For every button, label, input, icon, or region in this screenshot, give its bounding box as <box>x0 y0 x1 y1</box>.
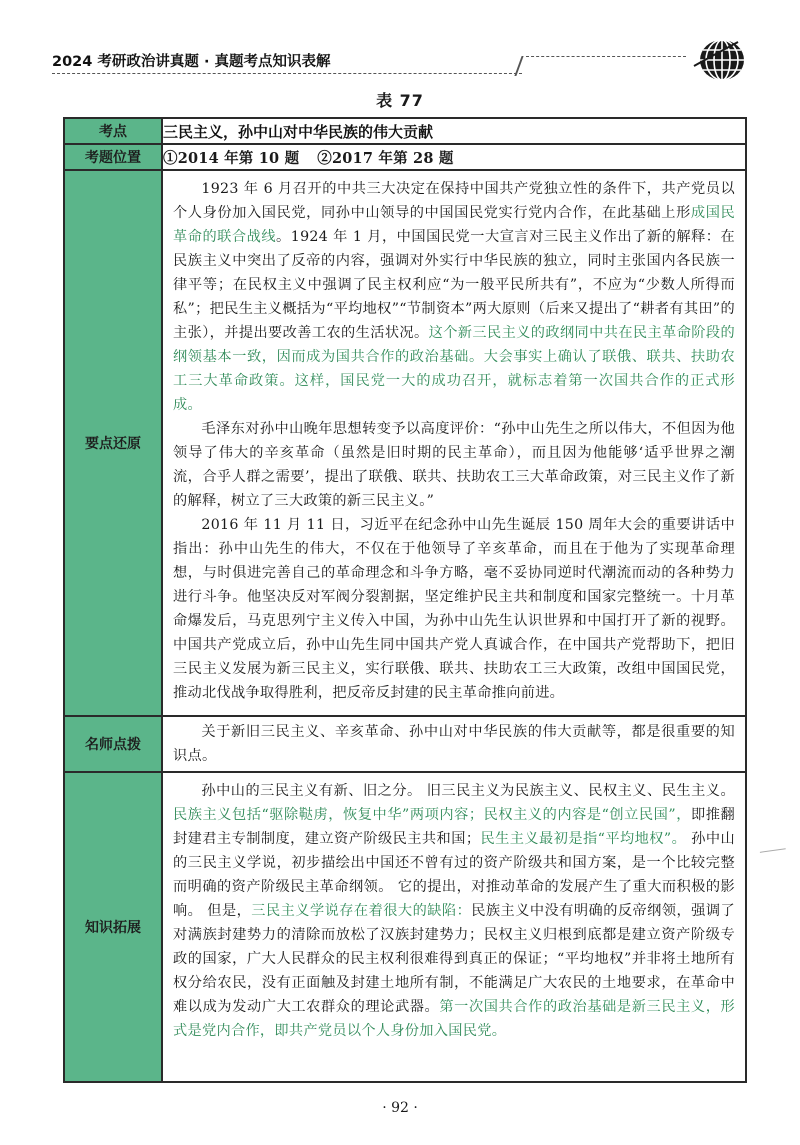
page-number: · 92 · <box>382 1100 418 1116</box>
highlight-segment: 三民主义学说存在着很大的缺陷： <box>251 903 472 919</box>
yaodian-paragraph-2: 毛泽东对孙中山晚年思想转变予以高度评价：“孙中山先生之所以伟大，不但因为他领导了伟大的辛亥革命（虽然是旧时期的民主革命），而且因为他能够‘适乎世界之潮流，合乎人群之需要’，提出了联俄、联共、扶助农工三大革命政策，对三民主义作了新的解释，树立了三大政策的新三民主义。” <box>173 421 735 509</box>
row-yaodian <box>64 170 746 716</box>
header-dashed-rule-right <box>526 56 686 57</box>
globe-icon <box>692 36 748 84</box>
value-yaodian <box>162 170 746 716</box>
label-yaodian: 要点还原 <box>64 170 162 716</box>
highlight-segment: 民族主义包括“驱除鞑虏，恢复中华”两项内容；民权主义的内容是“创立民国”， <box>173 807 691 823</box>
row-mingshi <box>64 716 746 772</box>
label-tuozhan: 知识拓展 <box>64 772 162 1082</box>
highlight-segment: 成国民革命的联合战线 <box>173 205 735 245</box>
yaodian-paragraph-1 <box>173 177 735 417</box>
row-position <box>64 144 746 170</box>
row-tuozhan <box>64 772 746 1082</box>
highlight-segment: 这个新三民主义的政纲同中共在民主革命阶段的纲领基本一致，因而成为国共合作的政治基础。大会事实上确认了联俄、联共、扶助农工三大革命政策。这样，国民党一大的成功召开，就标志着第一次国共合作的正式形成。 <box>173 325 735 413</box>
question-ref-1: ①2014 年第 10 题 <box>163 149 300 167</box>
value-kaodian <box>162 118 746 144</box>
value-position <box>162 144 746 170</box>
text-segment: 民族主义中没有明确的反帝纲领，强调了对满族封建势力的清除而放松了汉族封建势力；民权主义归根到底都是建立资产阶级专政的国家，广大人民群众的民主权利很难得到真正的保证；“平均地权”并非将土地所有权分给农民，没有正面触及封建土地所有制，不能满足广大农民的土地要求，在革命中难以成为发动广大工农群众的理论武器。 <box>173 903 735 1015</box>
yaodian-paragraph-3: 2016 年 11 月 11 日，习近平在纪念孙中山先生诞辰 150 周年大会的重要讲话中指出：孙中山先生的伟大，不仅在于他领导了辛亥革命，而且在于他为了实现革命理想，与时俱进完善自己的革命理念和斗争方略，毫不妥协同逆时代潮流而动的各种势力进行斗争。他坚决反对军阀分裂割据，坚定维护民主共和制度和国家完整统一。十月革命爆发后，马克思列宁主义传入中国，为孙中山先生认识世界和中国打开了新的视野。中国共产党成立后，孙中山先生同中国共产党人真诚合作，在中国共产党帮助下，把旧三民主义发展为新三民主义，实行联俄、联共、扶助农工三大政策，改组中国国民党，推动北伐战争取得胜利，把反帝反封建的民主革命推向前进。 <box>173 517 735 701</box>
margin-mark <box>760 848 786 856</box>
book-title: 2024 考研政治讲真题 · 真题考点知识表解 <box>52 54 331 70</box>
highlight-segment: 民生主义最初是指“平均地权”。 <box>480 831 687 847</box>
question-ref-2: ②2017 年第 28 题 <box>317 149 454 167</box>
mingshi-text: 关于新旧三民主义、辛亥革命、孙中山对中华民族的伟大贡献等，都是很重要的知识点。 <box>173 724 735 764</box>
value-mingshi <box>162 716 746 772</box>
value-tuozhan <box>162 772 746 1082</box>
row-kaodian <box>64 118 746 144</box>
text-segment: 1923 年 6 月召开的中共三大决定在保持中国共产党独立性的条件下，共产党员以个人身份加入国民党，同孙中山领导的中国国民党实行党内合作，在此基础上形 <box>173 181 735 221</box>
label-position: 考题位置 <box>64 144 162 170</box>
running-header <box>52 42 752 78</box>
label-mingshi: 名师点拨 <box>64 716 162 772</box>
text-segment: 。1924 年 1 月，中国国民党一大宣言对三民主义作出了新的解释：在民族主义中突出了反帝的内容，强调对外实行中华民族的独立，同时主张国内各民族一律平等；在民权主义中强调了民主权利应“为一般平民所共有”，不应为“少数人所得而私”；把民生主义概括为“平均地权”“节制资本”两大原则（后来又提出了“耕者有其田”的主张），并提出要改善工农的生活状况。 <box>173 229 735 341</box>
text-segment: 即推翻封建君主专制制度，建立资产阶级民主共和国； <box>173 807 735 847</box>
text-segment: 孙中山的三民主义有新、旧之分。 旧三民主义为民族主义、民权主义、民生主义。 <box>201 783 735 799</box>
topic-title: 三民主义，孙中山对中华民族的伟大贡献 <box>163 122 434 141</box>
text-segment: 孙中山的三民主义学说，初步描绘出中国还不曾有过的资产阶级共和国方案，是一个比较完整而明确的资产阶级民主革命纲领。 它的提出，对推动革命的发展产生了重大而积极的影响。 但是， <box>173 831 735 919</box>
knowledge-table <box>63 117 747 1083</box>
label-kaodian: 考点 <box>64 118 162 144</box>
tuozhan-paragraph <box>173 779 735 1043</box>
table-title: 表 77 <box>376 91 424 110</box>
highlight-segment: 第一次国共合作的政治基础是新三民主义，形式是党内合作，即共产党员以个人身份加入国民党。 <box>173 999 735 1039</box>
header-dashed-rule <box>52 73 522 74</box>
